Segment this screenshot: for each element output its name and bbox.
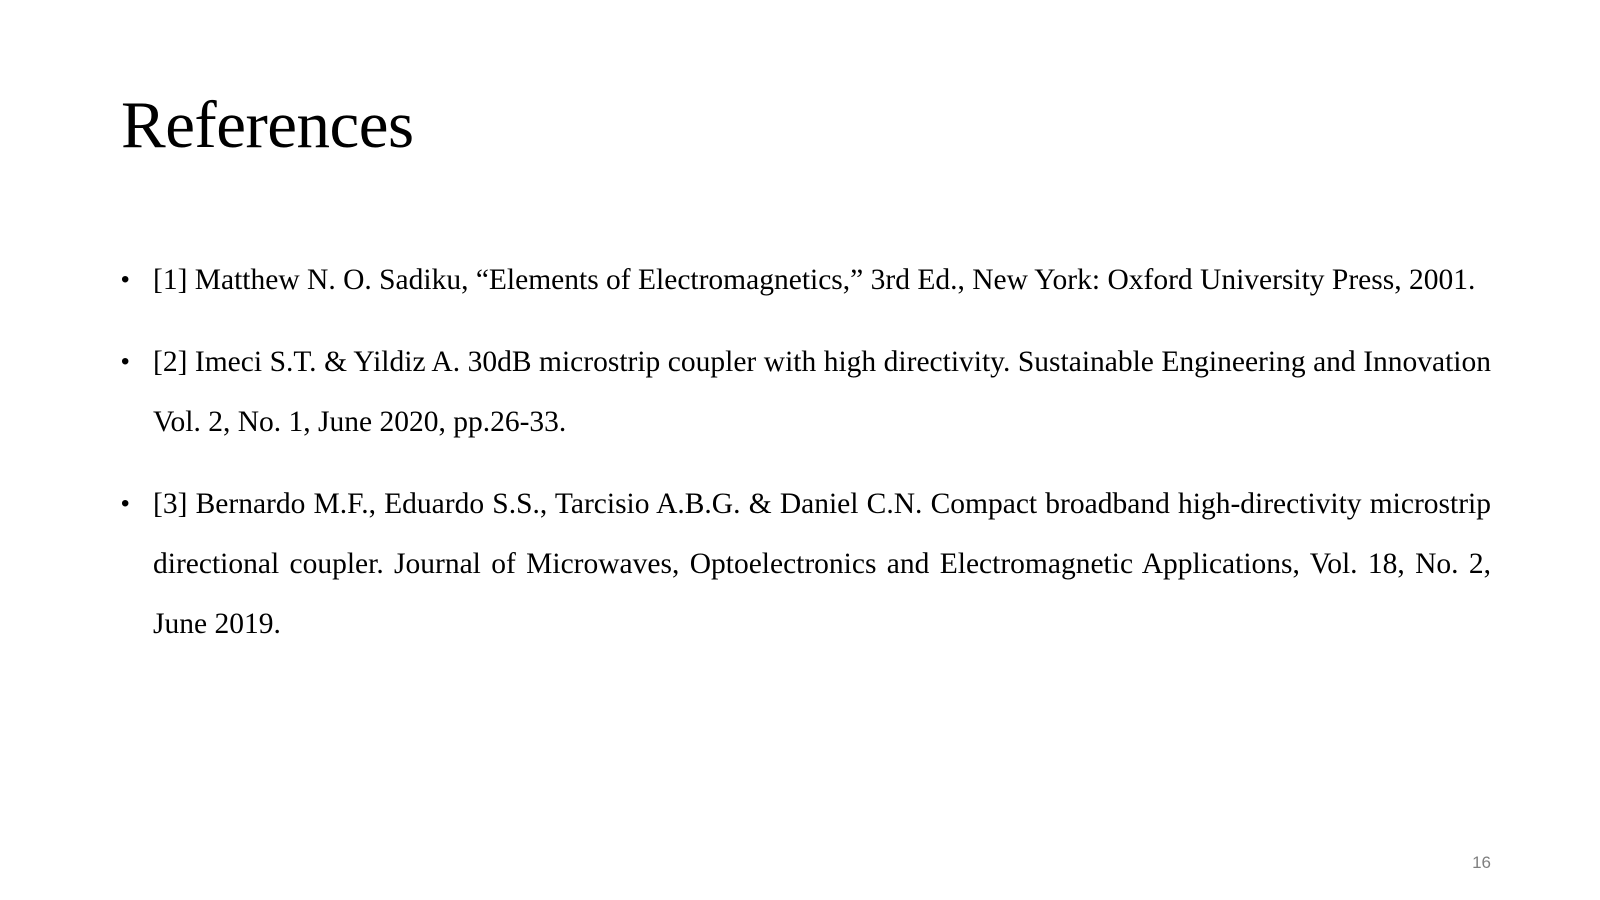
page-number: 16 [1472,853,1491,872]
bullet-icon: • [121,348,130,375]
reference-list [121,250,1491,676]
reference-item-1 [121,250,1491,310]
reference-text: [2] Imeci S.T. & Yildiz A. 30dB microstrip coupler with high directivity. Sustainable Engineering and Innovation Vol. 2, No. 1, June 2020, pp.26-33. [153,346,1491,438]
bullet-icon: • [121,266,130,293]
reference-text: [3] Bernardo M.F., Eduardo S.S., Tarcisio A.B.G. & Daniel C.N. Compact broadband high-directivity microstrip directional coupler. Journal of Microwaves, Optoelectronics and Electromagnetic Applications, Vol. 18, No. 2, June 2019. [153,488,1491,640]
reference-item-3 [121,474,1491,654]
reference-text: [1] Matthew N. O. Sadiku, “Elements of Electromagnetics,” 3rd Ed., New York: Oxford University Press, 2001. [153,264,1476,296]
slide-title: References [121,88,414,162]
reference-item-2 [121,332,1491,452]
bullet-icon: • [121,490,130,517]
